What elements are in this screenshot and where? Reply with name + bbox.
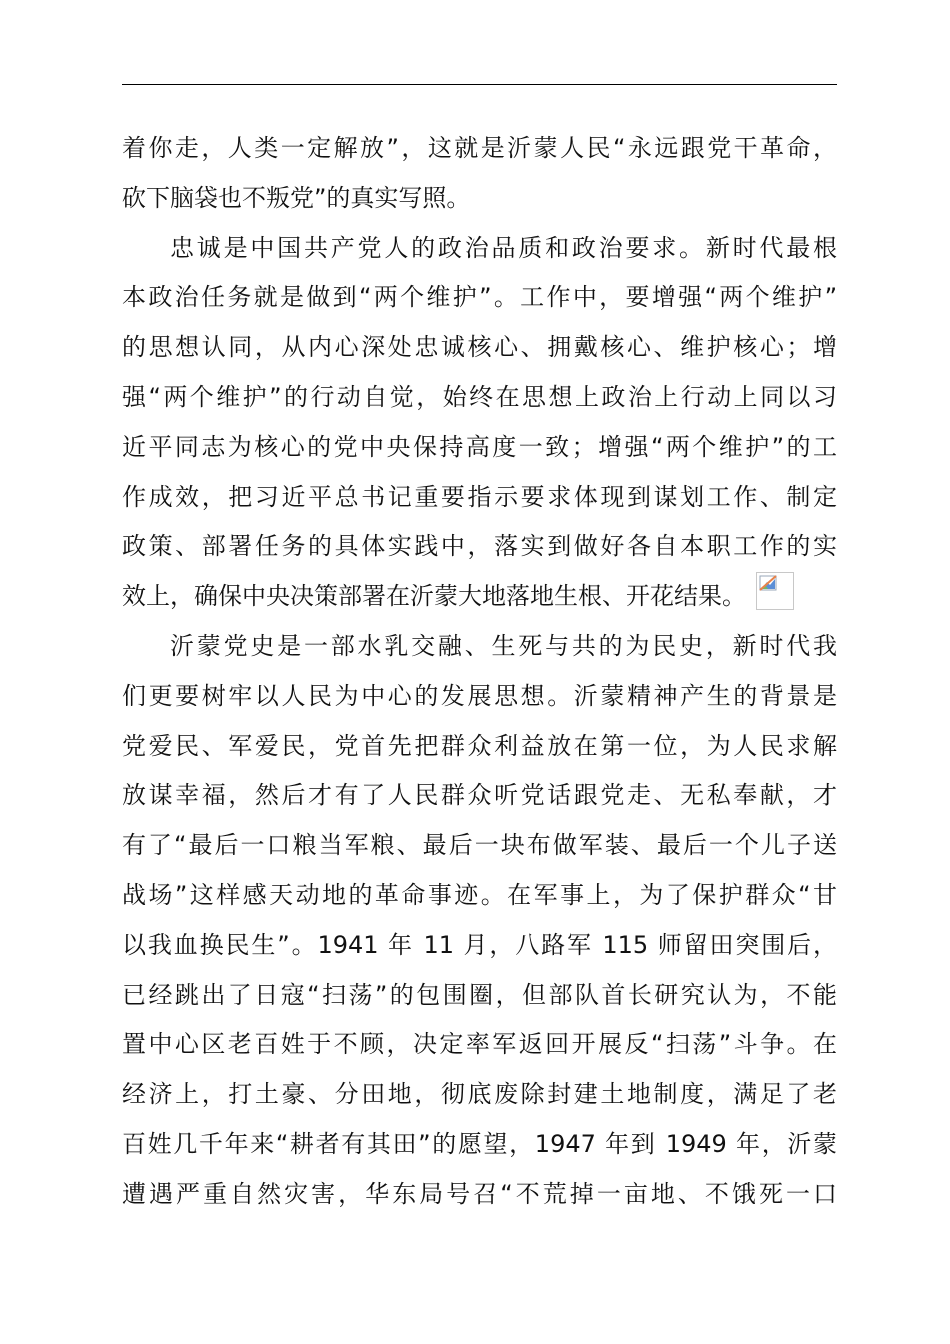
- text-line: 本政治任务就是做到“两个维护”。工作中，要增强“两个维护”: [122, 283, 837, 312]
- text-line: 有了“最后一口粮当军粮、最后一块布做军装、最后一个儿子送: [122, 831, 837, 860]
- text-line: 着你走，人类一定解放”，这就是沂蒙人民“永远跟党干革命，: [122, 134, 837, 162]
- text-line: 经济上，打土豪、分田地，彻底废除封建土地制度，满足了老: [122, 1080, 837, 1109]
- text-line: 作成效，把习近平总书记重要指示要求体现到谋划工作、制定: [122, 482, 837, 511]
- text-line: 忠诚是中国共产党人的政治品质和政治要求。新时代最根: [170, 233, 837, 262]
- text-line: 们更要树牢以人民为中心的发展思想。沂蒙精神产生的背景是: [122, 681, 837, 710]
- text-line: 强“两个维护”的行动自觉，始终在思想上政治上行动上同以习: [122, 382, 837, 411]
- text-line: 党爱民、军爱民，党首先把群众利益放在第一位，为人民求解: [122, 731, 837, 760]
- text-line: 已经跳出了日寇“扫荡”的包围圈，但部队首长研究认为，不能: [122, 980, 837, 1009]
- text-line-content: 效上，确保中央决策部署在沂蒙大地落地生根、开花结果。: [122, 582, 746, 611]
- header-rule: [122, 84, 837, 85]
- text-line: 以我血换民生”。1941 年 11 月，八路军 115 师留田突围后，: [122, 930, 837, 959]
- text-line: 战场”这样感天动地的革命事迹。在军事上，为了保护群众“甘: [122, 880, 837, 909]
- text-line: 百姓几千年来“耕者有其田”的愿望，1947 年到 1949 年，沂蒙: [122, 1129, 837, 1158]
- text-line: 遭遇严重自然灾害，华东局号召“不荒掉一亩地、不饿死一口: [122, 1179, 837, 1208]
- document-body: [122, 124, 837, 1220]
- text-line: 置中心区老百姓于不顾，决定率军返回开展反“扫荡”斗争。在: [122, 1030, 837, 1059]
- text-line: 的思想认同，从内心深处忠诚核心、拥戴核心、维护核心；增: [122, 333, 837, 362]
- text-line: 沂蒙党史是一部水乳交融、生死与共的为民史，新时代我: [170, 631, 837, 660]
- broken-image-icon[interactable]: [756, 572, 794, 610]
- text-line: 放谋幸福，然后才有了人民群众听党话跟党走、无私奉献，才: [122, 781, 837, 810]
- text-line-with-image: [122, 572, 837, 622]
- text-line: 近平同志为核心的党中央保持高度一致；增强“两个维护”的工: [122, 432, 837, 461]
- text-line: 砍下脑袋也不叛党”的真实写照。: [122, 183, 471, 212]
- text-line: 政策、部署任务的具体实践中，落实到做好各自本职工作的实: [122, 532, 837, 561]
